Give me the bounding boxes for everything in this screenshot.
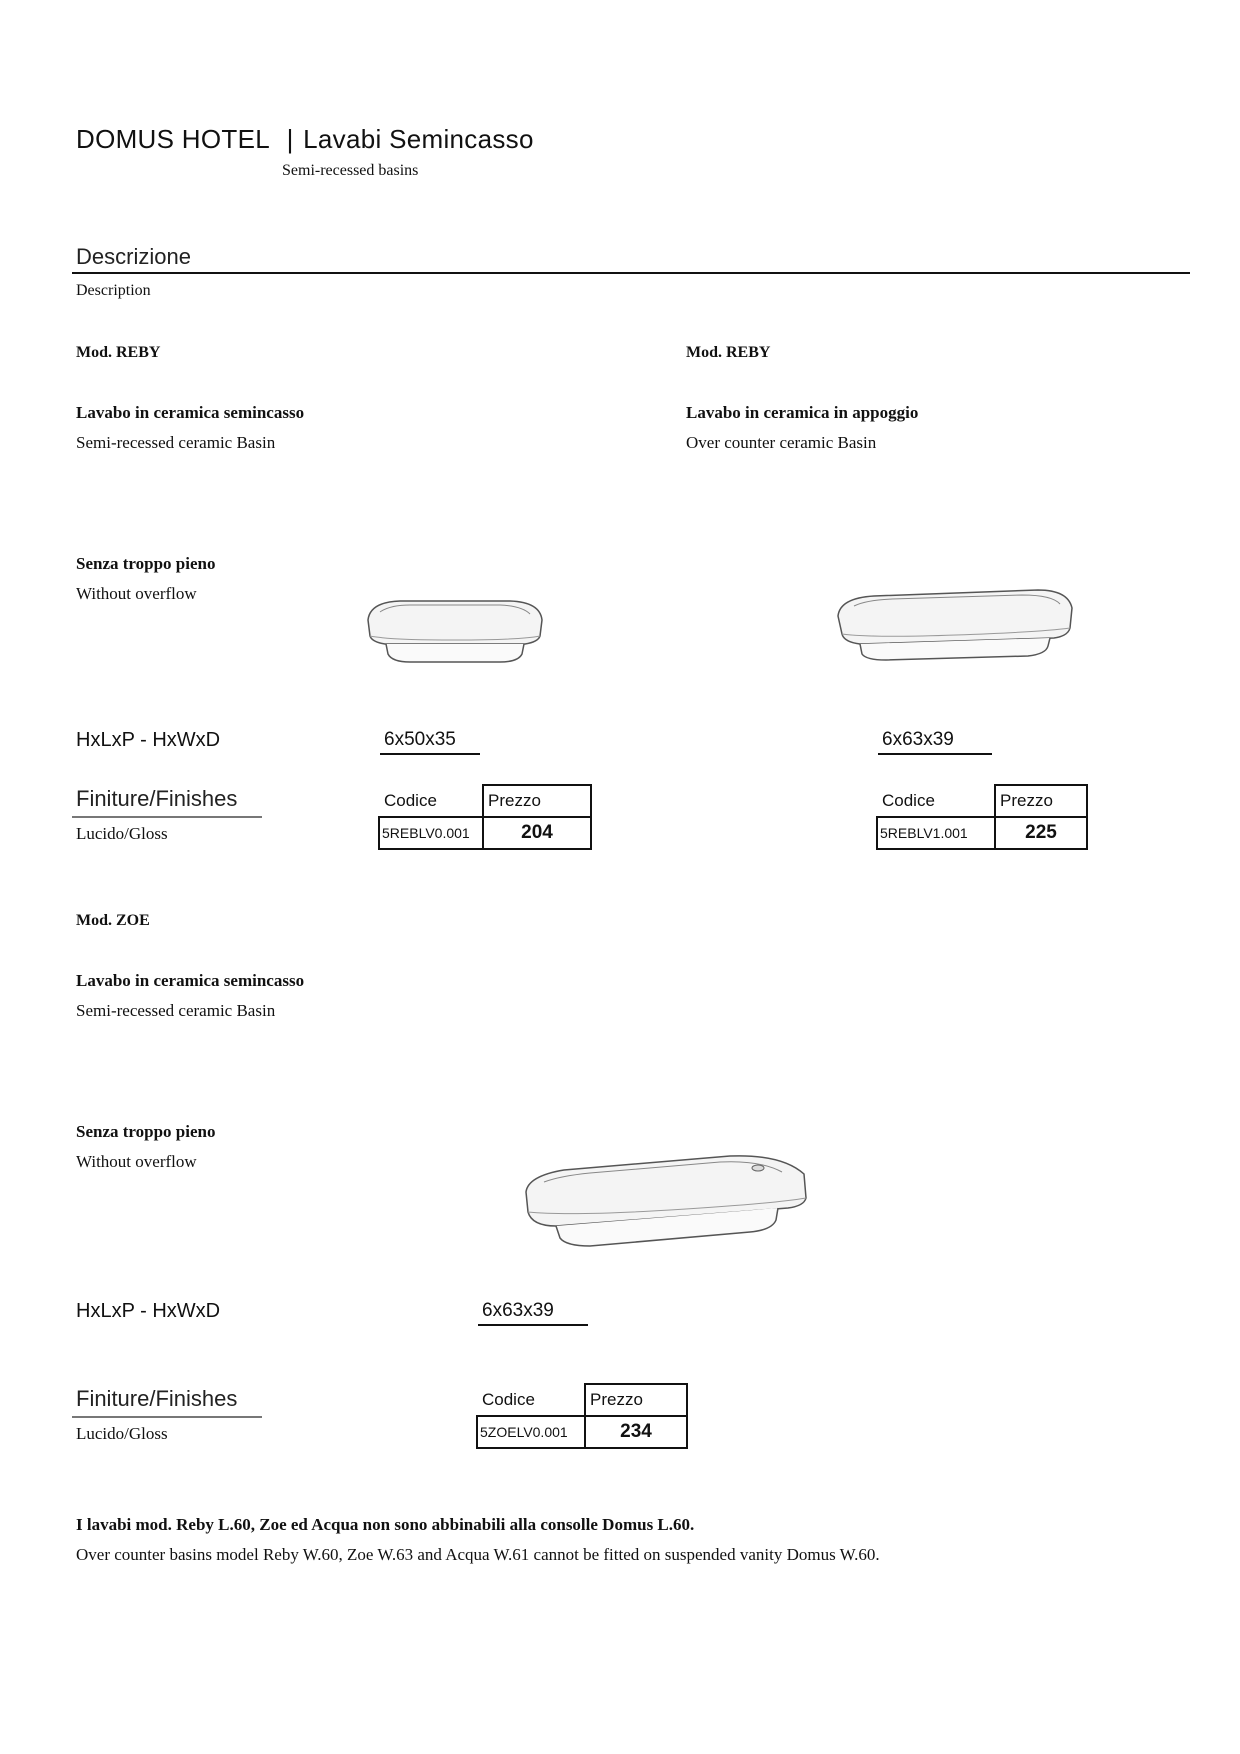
basin-reby-semirecessed-image xyxy=(360,592,550,672)
product-3-desc-it: Lavabo in ceramica semincasso xyxy=(76,971,305,990)
brand-name: DOMUS HOTEL xyxy=(76,124,270,154)
product-3-finishes-divider xyxy=(72,1416,262,1418)
product-1-finish: Lucido/Gloss xyxy=(76,824,168,843)
product-3-dimensions: 6x63x39 xyxy=(478,1300,588,1326)
product-1-overflow-en: Without overflow xyxy=(76,584,197,603)
page-title xyxy=(76,124,534,155)
price-header: Prezzo xyxy=(995,785,1087,817)
product-1-model: Mod. REBY xyxy=(76,344,161,361)
category-name: Lavabi Semincasso xyxy=(303,124,534,154)
product-price: 225 xyxy=(995,817,1087,849)
product-3-overflow-en: Without overflow xyxy=(76,1152,197,1171)
product-price: 234 xyxy=(585,1416,687,1448)
code-header: Codice xyxy=(477,1384,585,1416)
product-3-desc-en: Semi-recessed ceramic Basin xyxy=(76,1001,276,1020)
product-1-finishes-label: Finiture/Finishes xyxy=(76,786,238,811)
code-header: Codice xyxy=(877,785,995,817)
product-1-dim-label: HxLxP - HxWxD xyxy=(76,729,221,751)
section-title: Descrizione xyxy=(76,244,191,269)
product-1-price-table xyxy=(378,784,592,850)
product-3-price-table xyxy=(476,1383,688,1449)
section-divider xyxy=(72,272,1190,274)
basin-zoe-image xyxy=(520,1150,810,1254)
product-3-finishes-label: Finiture/Finishes xyxy=(76,1386,238,1411)
product-3-overflow-it: Senza troppo pieno xyxy=(76,1122,216,1141)
basin-reby-overcounter-image xyxy=(832,582,1078,672)
product-code: 5REBLV1.001 xyxy=(877,817,995,849)
product-2-model: Mod. REBY xyxy=(686,344,771,361)
product-code: 5ZOELV0.001 xyxy=(477,1416,585,1448)
code-header: Codice xyxy=(379,785,483,817)
product-3-finish: Lucido/Gloss xyxy=(76,1424,168,1443)
product-2-price-table xyxy=(876,784,1088,850)
footnote-en: Over counter basins model Reby W.60, Zoe W.63 and Acqua W.61 cannot be fitted on suspended vanity Domus W.60. xyxy=(76,1545,880,1564)
footnote-it: I lavabi mod. Reby L.60, Zoe ed Acqua non sono abbinabili alla consolle Domus L.60. xyxy=(76,1515,695,1534)
product-2-desc-it: Lavabo in ceramica in appoggio xyxy=(686,403,919,422)
section-subtitle: Description xyxy=(76,282,151,299)
product-1-dimensions: 6x50x35 xyxy=(380,729,480,755)
product-2-desc-en: Over counter ceramic Basin xyxy=(686,433,877,452)
product-1-finishes-divider xyxy=(72,816,262,818)
product-price: 204 xyxy=(483,817,591,849)
product-code: 5REBLV0.001 xyxy=(379,817,483,849)
product-2-dimensions: 6x63x39 xyxy=(878,729,992,755)
product-3-dim-label: HxLxP - HxWxD xyxy=(76,1300,221,1322)
product-3-model: Mod. ZOE xyxy=(76,912,150,929)
price-header: Prezzo xyxy=(483,785,591,817)
title-separator: | xyxy=(286,124,294,154)
product-1-overflow-it: Senza troppo pieno xyxy=(76,554,216,573)
product-1-desc-it: Lavabo in ceramica semincasso xyxy=(76,403,305,422)
price-header: Prezzo xyxy=(585,1384,687,1416)
page-subtitle: Semi-recessed basins xyxy=(282,162,419,179)
product-1-desc-en: Semi-recessed ceramic Basin xyxy=(76,433,276,452)
